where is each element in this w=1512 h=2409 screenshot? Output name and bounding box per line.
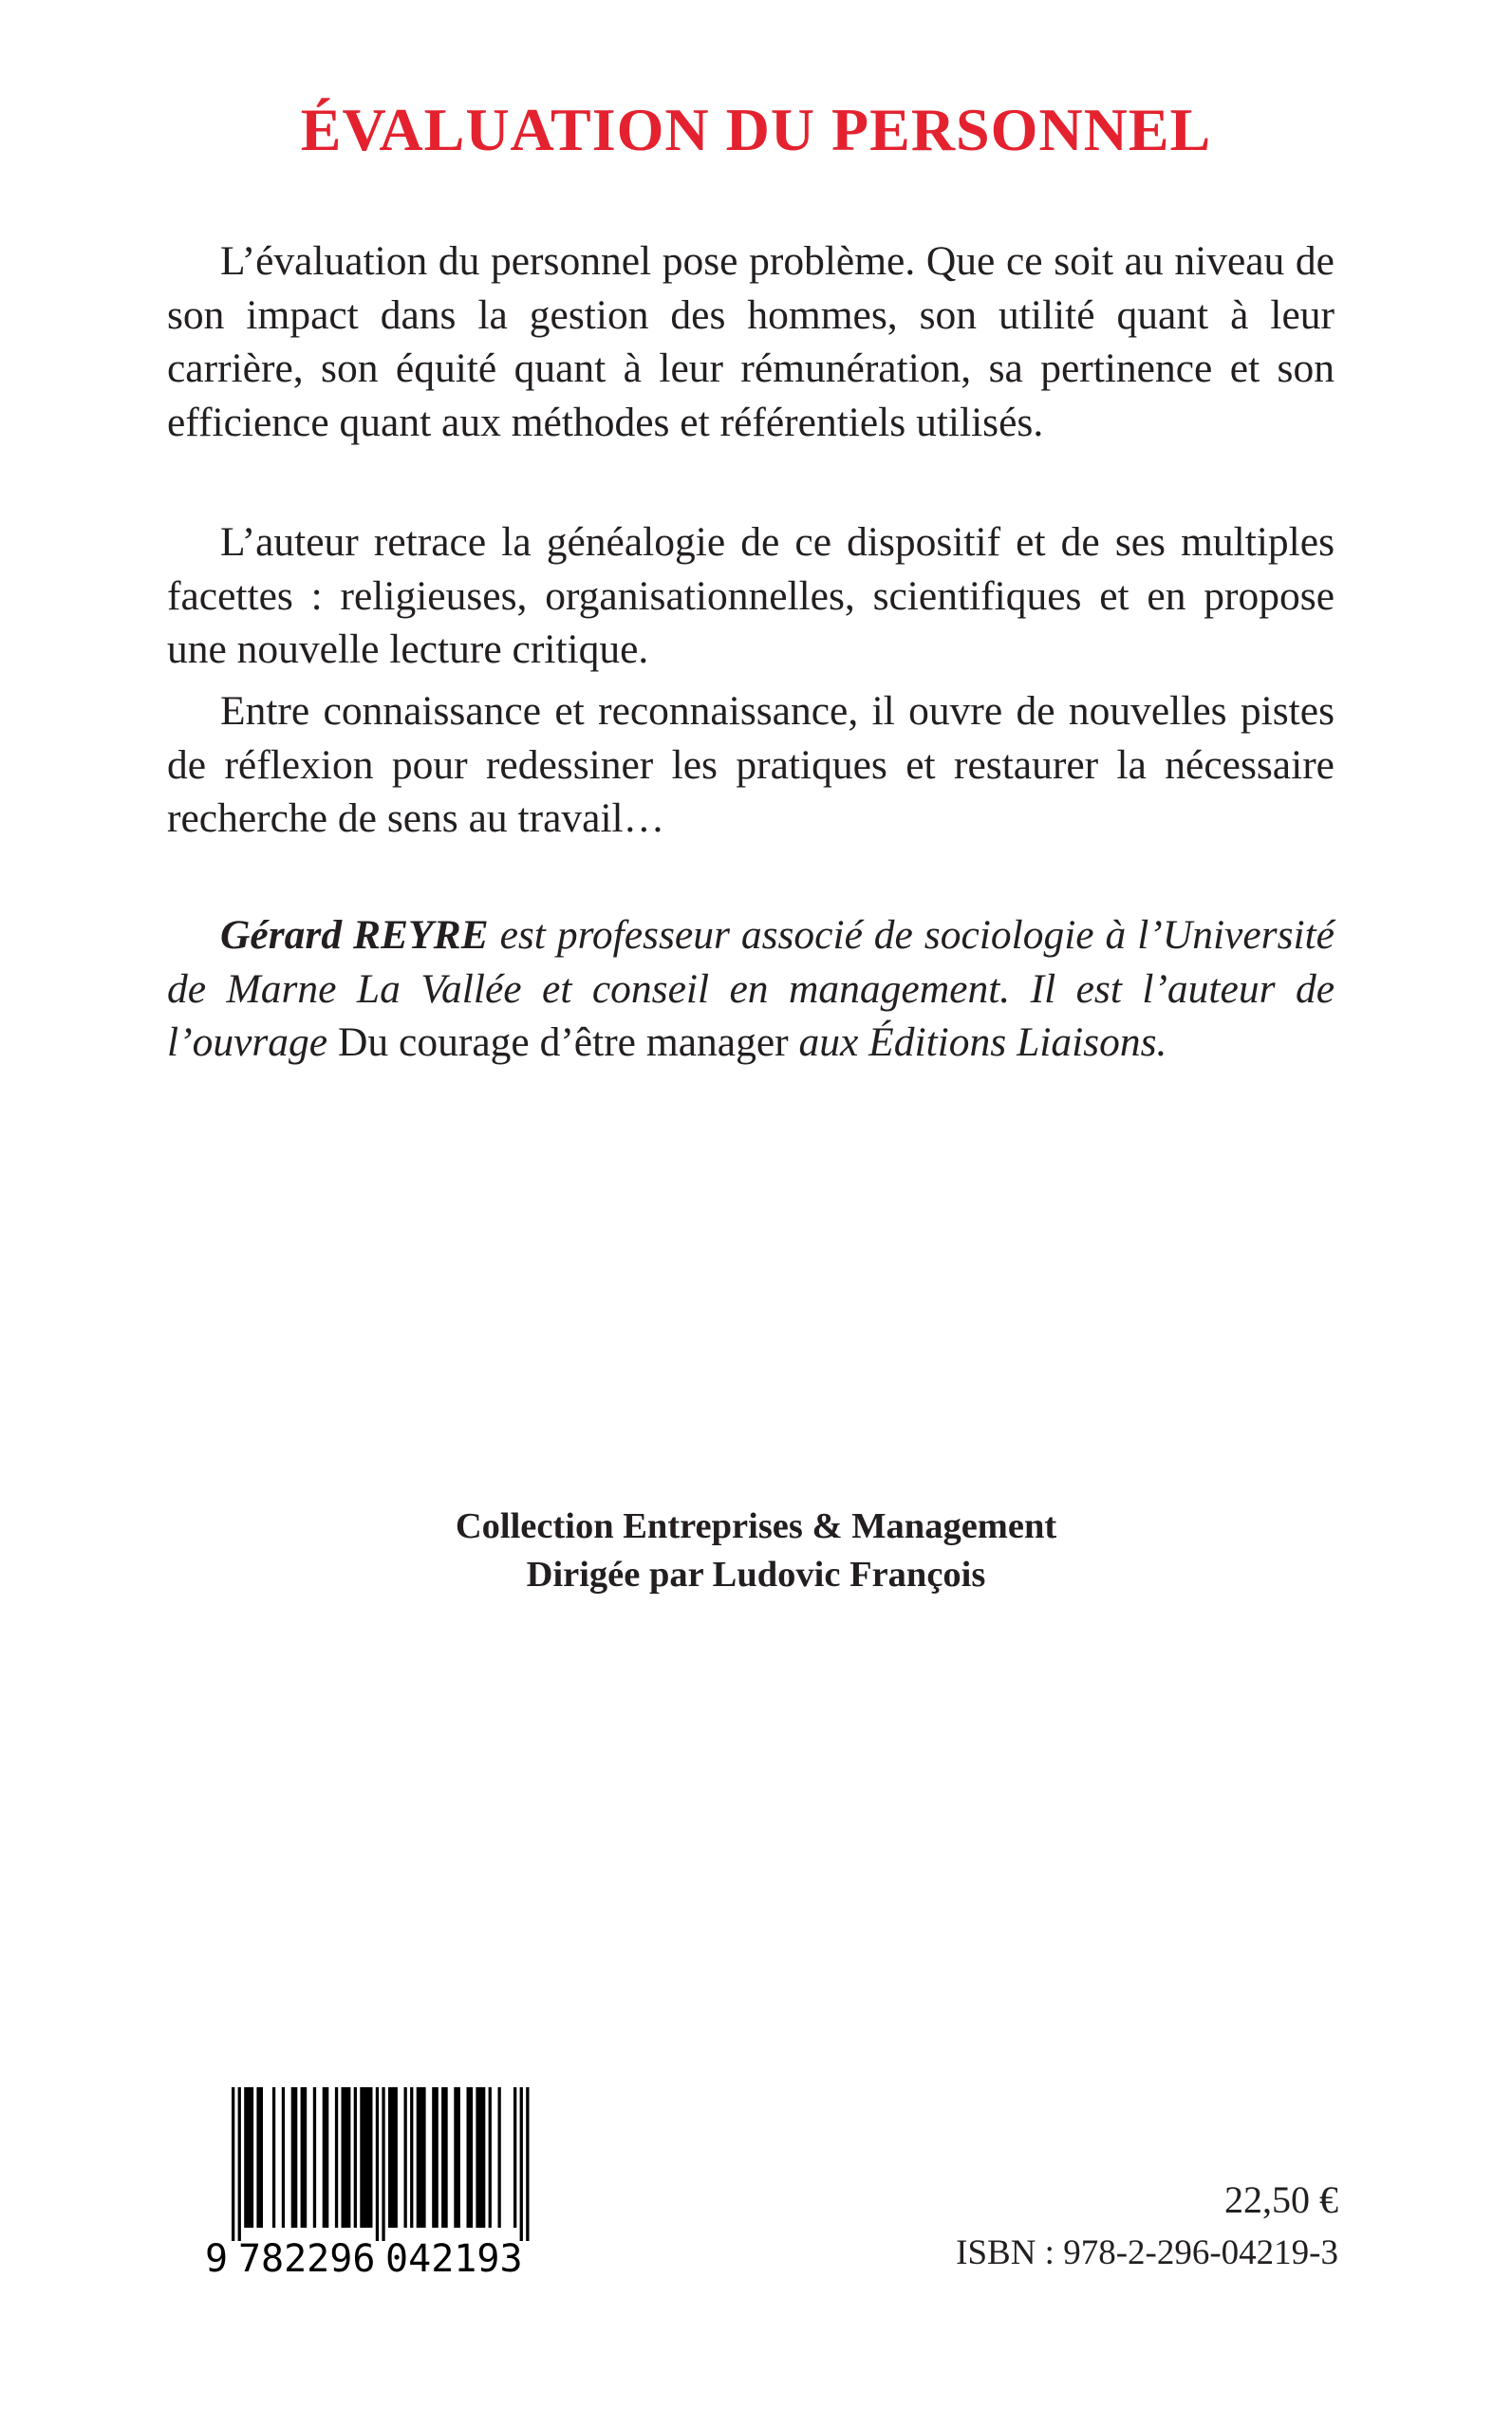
blurb-text-1: L’évaluation du personnel pose problème. Que ce soit au niveau de son impact dans la gestion des hommes, son utilité quant à leur carrière, son équité quant à leur rémunération, sa pertinence et son efficience quant aux méthodes et référentiels utilisés. (167, 238, 1335, 445)
barcode-bar (513, 2087, 516, 2228)
barcode-bar (272, 2087, 275, 2228)
barcode-bar (313, 2087, 316, 2228)
barcode-bar (526, 2087, 529, 2241)
blurb-paragraph-1 (167, 234, 1335, 449)
barcode-bar (441, 2087, 448, 2228)
barcode-bar (282, 2087, 285, 2228)
barcode-bar (454, 2087, 460, 2228)
barcode-bar (291, 2087, 298, 2228)
barcode (201, 2082, 560, 2280)
barcode-bar (467, 2087, 474, 2228)
isbn: ISBN : 978-2-296-04219-3 (956, 2233, 1338, 2272)
barcode-bar (360, 2087, 372, 2228)
barcode-digits-left: 782296 (237, 2237, 376, 2280)
barcode-bar (410, 2087, 413, 2228)
blurb-text-3: Entre connaissance et reconnaissance, il ouvre de nouvelles pistes de réflexion pour redessiner les pratiques et restaurer la nécessaire recherche de sens au travail… (167, 688, 1335, 841)
barcode-bar (489, 2087, 492, 2228)
author-bio-part-2: aux Éditions Liaisons. (788, 1019, 1167, 1065)
barcode-bar (404, 2087, 407, 2228)
barcode-bar (354, 2087, 357, 2228)
barcode-bar (520, 2087, 523, 2241)
author-bio-part-1: est professeur associé de sociologie à l’Université de Marne La Vallée et conseil en management. Il est l’auteur de l’ouvrage (167, 912, 1335, 1065)
collection-name: Collection Entreprises & Management (455, 1506, 1057, 1546)
barcode-graphic (201, 2082, 560, 2280)
author-bio (167, 908, 1335, 1070)
barcode-bar (232, 2087, 234, 2241)
barcode-bar (256, 2087, 263, 2228)
barcode-bar (498, 2087, 501, 2228)
collection-director: Dirigée par Ludovic François (526, 1555, 986, 1595)
book-title: ÉVALUATION DU PERSONNEL (300, 96, 1212, 163)
collection-info (0, 1503, 1512, 1599)
blurb-text-2: L’auteur retrace la généalogie de ce dispositif et de ses multiples facettes : religieuses, organisationnelles, scientifiques et en propose une nouvelle lecture critique. (167, 519, 1335, 672)
barcode-bar (417, 2087, 426, 2228)
barcode-bar (388, 2087, 398, 2228)
blurb-paragraph-2 (167, 515, 1335, 677)
barcode-bar (244, 2087, 253, 2228)
barcode-bar (238, 2087, 241, 2241)
barcode-digits-right: 042193 (385, 2237, 523, 2280)
barcode-bar (301, 2087, 308, 2228)
barcode-bar (476, 2087, 485, 2228)
barcode-bar (382, 2087, 384, 2241)
author-name: Gérard REYRE (220, 912, 489, 958)
barcode-bar (342, 2087, 351, 2228)
barcode-bar (335, 2087, 338, 2228)
price: 22,50 € (1224, 2178, 1338, 2221)
author-bio-text (167, 908, 1335, 1070)
barcode-bar (376, 2087, 379, 2241)
barcode-digit-prefix: 9 (205, 2237, 229, 2280)
barcode-bar (323, 2087, 329, 2228)
previous-book-title: Du courage d’être manager (338, 1019, 789, 1065)
blurb-paragraph-3 (167, 684, 1335, 846)
barcode-bar (432, 2087, 439, 2228)
